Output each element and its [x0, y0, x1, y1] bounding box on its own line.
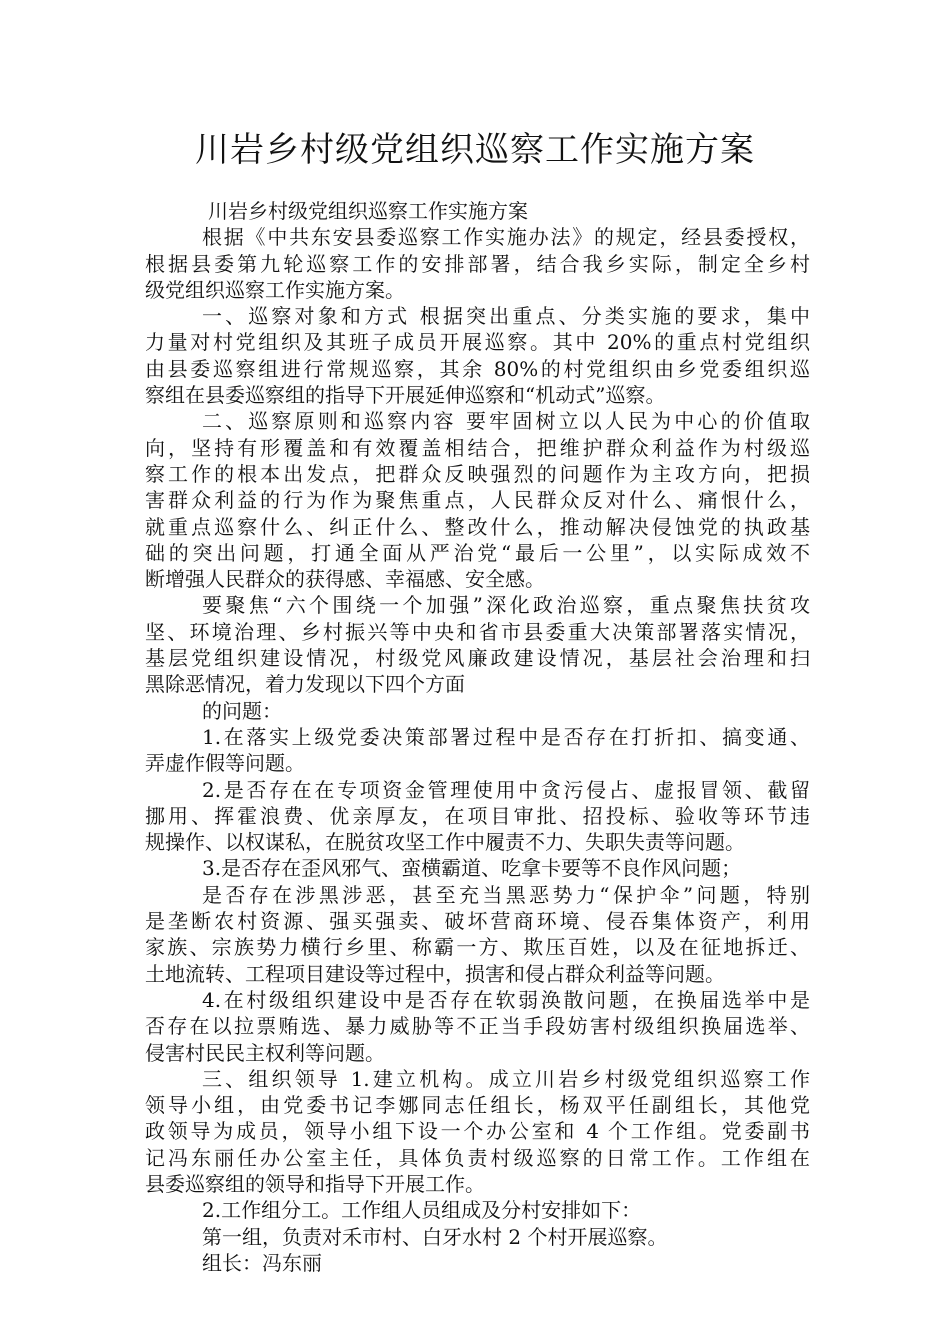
text-line: 土地流转、工程项目建设等过程中，损害和侵占群众利益等问题。 — [145, 961, 725, 986]
text-line: 2.工作组分工。工作组人员组成及分村安排如下： — [202, 1198, 642, 1223]
document-title: 川岩乡村级党组织巡察工作实施方案 — [195, 130, 755, 170]
text-line: 规操作、以权谋私，在脱贫攻坚工作中履责不力、失职失责等问题。 — [145, 830, 745, 855]
text-line: 察组在县委巡察组的指导下开展延伸巡察和“机动式”巡察。 — [145, 383, 666, 408]
text-line: 挪用、挥霍浪费、优亲厚友，在项目审批、招投标、验收等环节违 — [145, 803, 810, 828]
text-line: 3.是否存在歪风邪气、蛮横霸道、吃拿卡要等不良作风问题； — [202, 856, 742, 881]
text-line: 家族、宗族势力横行乡里、称霸一方、欺压百姓，以及在征地拆迁、 — [145, 935, 810, 960]
text-line: 害群众利益的行为作为聚焦重点，人民群众反对什么、痛恨什么， — [145, 488, 810, 513]
text-line: 记冯东丽任办公室主任，具体负责村级巡察的日常工作。工作组在 — [145, 1145, 810, 1170]
text-line: 弄虚作假等问题。 — [145, 751, 305, 776]
text-line: 是否存在涉黑涉恶，甚至充当黑恶势力“保护伞”问题，特别 — [202, 882, 810, 907]
text-line: 是垄断农村资源、强买强卖、破坏营商环境、侵吞集体资产，利用 — [145, 909, 810, 934]
text-line: 察工作的根本出发点，把群众反映强烈的问题作为主攻方向，把损 — [145, 461, 810, 486]
text-line: 侵害村民民主权利等问题。 — [145, 1040, 385, 1065]
text-line: 础的突出问题，打通全面从严治党“最后一公里”，以实际成效不 — [145, 540, 810, 565]
text-line: 就重点巡察什么、纠正什么、整改什么，推动解决侵蚀党的执政基 — [145, 514, 810, 539]
text-line: 4.在村级组织建设中是否存在软弱涣散问题，在换届选举中是 — [202, 987, 810, 1012]
text-line: 向，坚持有形覆盖和有效覆盖相结合，把维护群众利益作为村级巡 — [145, 435, 810, 460]
text-line: 川岩乡村级党组织巡察工作实施方案 — [208, 199, 528, 223]
text-line: 领导小组，由党委书记李娜同志任组长，杨双平任副组长，其他党 — [145, 1093, 810, 1118]
text-line: 组长：冯东丽 — [202, 1250, 322, 1275]
text-line: 黑除恶情况，着力发现以下四个方面 — [145, 672, 465, 697]
text-line: 要聚焦“六个围绕一个加强”深化政治巡察，重点聚焦扶贫攻 — [202, 593, 810, 618]
text-line: 否存在以拉票贿选、暴力威胁等不正当手段妨害村级组织换届选举、 — [145, 1014, 810, 1039]
text-line: 一、巡察对象和方式 根据突出重点、分类实施的要求，集中 — [202, 304, 810, 329]
text-line: 力量对村党组织及其班子成员开展巡察。其中 20%的重点村党组织 — [145, 330, 810, 355]
text-line: 根据《中共东安县委巡察工作实施办法》的规定，经县委授权， — [202, 225, 810, 250]
text-line: 2.是否存在在专项资金管理使用中贪污侵占、虚报冒领、截留 — [202, 777, 810, 802]
text-line: 县委巡察组的领导和指导下开展工作。 — [145, 1171, 485, 1196]
document-body — [145, 198, 810, 1276]
text-line: 根据县委第九轮巡察工作的安排部署，结合我乡实际，制定全乡村 — [145, 251, 810, 276]
text-line: 断增强人民群众的获得感、幸福感、安全感。 — [145, 567, 545, 592]
text-line: 三、组织领导 1.建立机构。成立川岩乡村级党组织巡察工作 — [202, 1066, 810, 1091]
text-line: 政领导为成员，领导小组下设一个办公室和 4 个工作组。党委副书 — [145, 1119, 810, 1144]
text-line: 二、巡察原则和巡察内容 要牢固树立以人民为中心的价值取 — [202, 409, 810, 434]
text-line: 由县委巡察组进行常规巡察，其余 80%的村党组织由乡党委组织巡 — [145, 356, 810, 381]
text-line: 1.在落实上级党委决策部署过程中是否存在打折扣、搞变通、 — [202, 724, 810, 749]
text-line: 基层党组织建设情况，村级党风廉政建设情况，基层社会治理和扫 — [145, 646, 810, 671]
text-line: 坚、环境治理、乡村振兴等中央和省市县委重大决策部署落实情况， — [145, 619, 810, 644]
text-line: 的问题： — [202, 698, 282, 723]
text-line: 第一组，负责对禾市村、白牙水村 2 个村开展巡察。 — [202, 1224, 668, 1249]
text-line: 级党组织巡察工作实施方案。 — [145, 277, 405, 302]
